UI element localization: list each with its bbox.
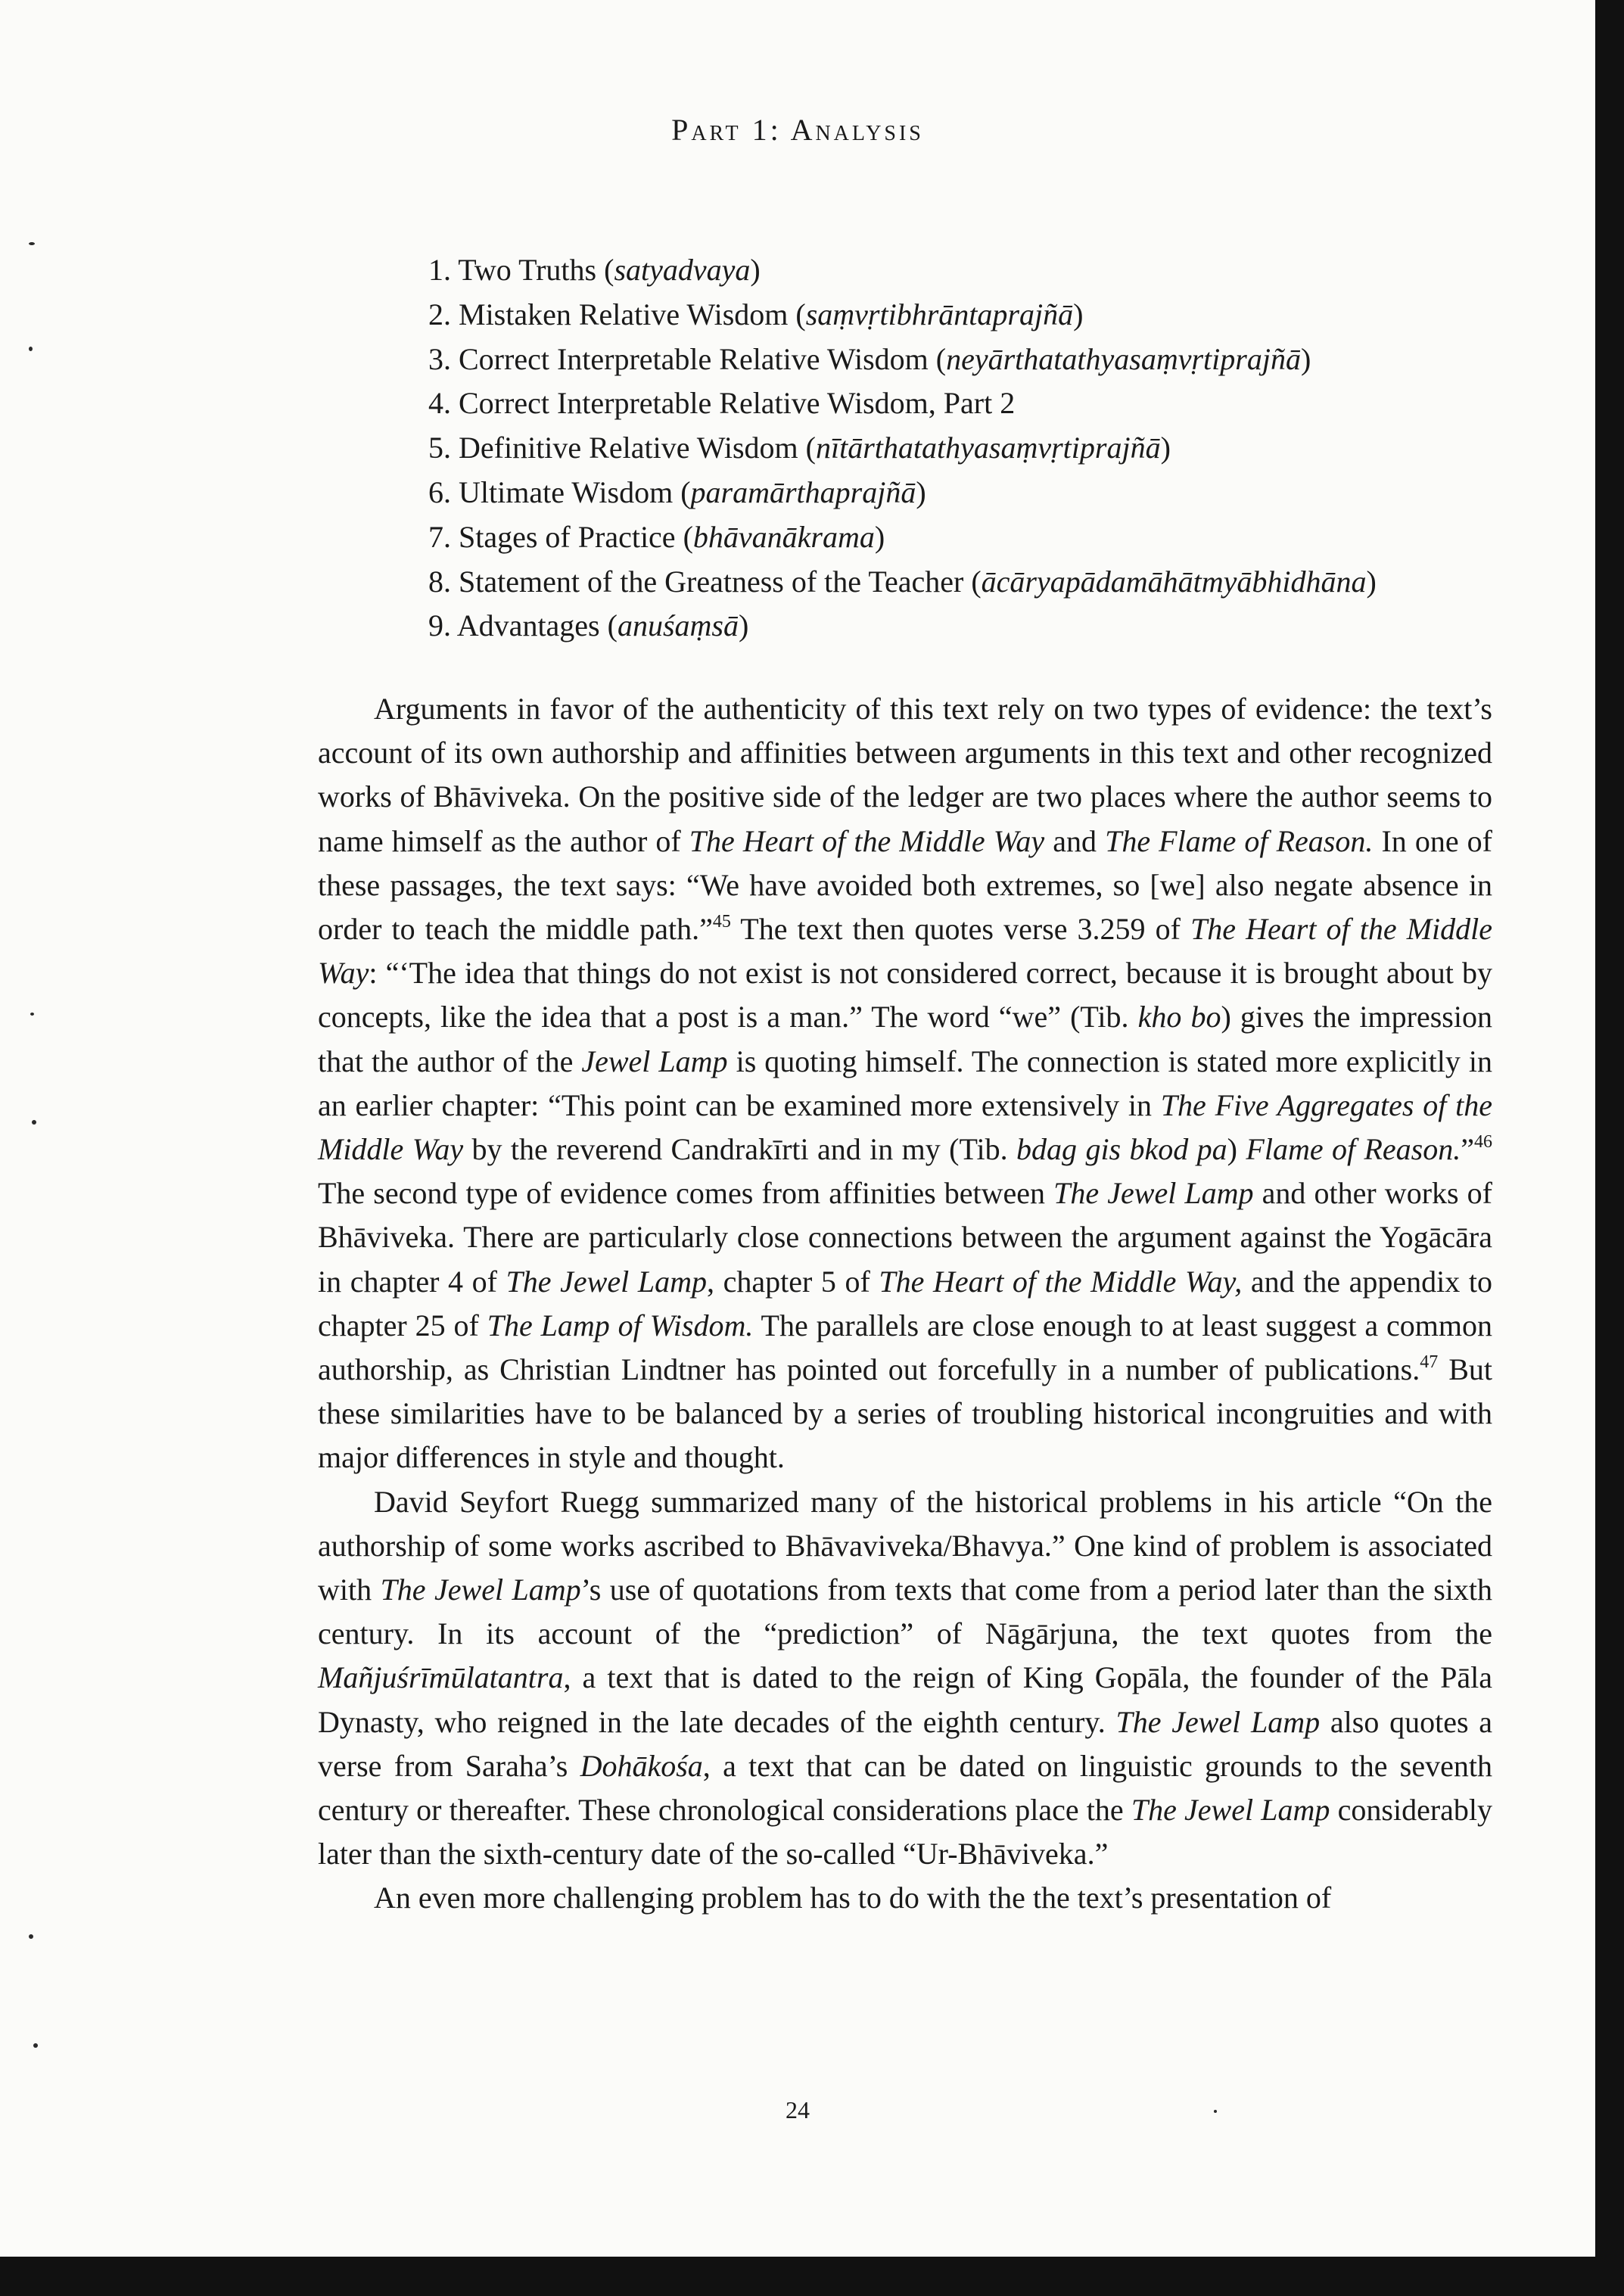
book-title: Jewel Lamp xyxy=(581,1044,728,1078)
text-run: The text then quotes verse 3.259 of xyxy=(730,912,1191,947)
chapter-sanskrit-term: ācāryapādamāhātmyābhidhāna xyxy=(981,564,1367,599)
text-run: also quotes a verse from Saraha’s xyxy=(318,1704,1493,1783)
chapter-title: Mistaken Relative Wisdom xyxy=(459,297,789,331)
chapter-sanskrit-term: neyārthatathyasaṃvṛtiprajñā xyxy=(946,341,1301,376)
chapter-number: 4. xyxy=(428,386,451,421)
chapter-title: Definitive Relative Wisdom xyxy=(459,431,798,465)
text-run: is quoting himself. The connection is stated more explicitly in an earlier chapter: “This point can be examined more extensively in xyxy=(318,1044,1492,1122)
chapter-title: Stages of Practice xyxy=(459,519,676,554)
chapter-title: Ultimate Wisdom xyxy=(459,474,674,509)
paragraph xyxy=(318,1876,1492,1920)
book-title: The Heart of the Middle Way xyxy=(689,823,1045,858)
chapter-sanskrit-term: bhāvanākrama xyxy=(692,519,875,554)
chapter-item: 9. Advantages (anuśaṃsā) xyxy=(428,604,1377,649)
text-run: ’s use of quotations from texts that come from a period later than the sixth century. In its account of the “prediction” of Nāgārjuna, the text quotes from the xyxy=(318,1573,1492,1651)
scan-speck xyxy=(32,1120,36,1125)
text-run: , chapter 5 of xyxy=(706,1264,879,1299)
chapter-number: 2. xyxy=(428,297,451,331)
chapter-title: Two Truths xyxy=(458,253,597,287)
chapter-item: 8. Statement of the Greatness of the Teacher (ācāryapādamāhātmyābhidhāna) xyxy=(428,560,1377,605)
chapter-number: 8. xyxy=(428,564,451,599)
footnote-ref: 47 xyxy=(1420,1352,1439,1373)
chapter-item xyxy=(428,381,1377,426)
running-head xyxy=(0,112,1595,148)
text-run: The second type of evidence comes from affinities between xyxy=(318,1176,1054,1211)
book-title: The Flame of Reason. xyxy=(1105,823,1374,858)
text-run: and xyxy=(1044,823,1106,858)
chapter-item: 1. Two Truths (satyadvaya) xyxy=(428,248,1377,293)
chapter-sanskrit-term: nītārthatathyasaṃvṛtiprajñā xyxy=(816,431,1161,465)
book-title: The Heart of the Middle Way xyxy=(318,912,1493,991)
page-number: 24 xyxy=(786,2096,810,2123)
chapter-item: 3. Correct Interpretable Relative Wisdom (neyārthatathyasaṃvṛtiprajñā) xyxy=(428,338,1377,382)
text-run: Arguments in favor of the authenticity of this text rely on two types of evidence: the text’s account of its own authorship and affinities between arguments in this text and other recognized works of Bhāviveka. On the positive side of the ledger are two places where the author seems to name himself as the author of xyxy=(318,692,1492,858)
footnote-ref: 46 xyxy=(1474,1132,1492,1153)
text-run: and other works of Bhāviveka. There are particularly close connections between the argument against the Yogācāra in chapter 4 of xyxy=(318,1176,1493,1299)
chapter-sanskrit-term: satyadvaya xyxy=(614,253,751,287)
running-head-text: Part 1: Analysis xyxy=(671,113,924,147)
text-run: ) xyxy=(1227,1132,1246,1167)
scan-speck xyxy=(1214,2110,1217,2113)
text-run: , a text that is dated to the reign of King Gopāla, the founder of the Pāla Dynasty, who reigned in the late decades of the eighth century. xyxy=(318,1660,1492,1739)
chapter-title: Statement of the Greatness of the Teacher xyxy=(459,564,964,599)
book-title: The Jewel Lamp xyxy=(1131,1793,1330,1828)
book-title: Flame of Reason. xyxy=(1246,1132,1461,1167)
chapter-sanskrit-term: saṃvṛtibhrāntaprajñā xyxy=(805,297,1074,331)
chapter-item: 5. Definitive Relative Wisdom (nītārthatathyasaṃvṛtiprajñā) xyxy=(428,426,1377,471)
tibetan-term: bdag gis bkod pa xyxy=(1016,1132,1227,1167)
paragraph xyxy=(318,1480,1492,1877)
chapter-number: 1. xyxy=(428,253,451,287)
chapter-list xyxy=(428,248,1377,649)
chapter-item: 6. Ultimate Wisdom (paramārthaprajñā) xyxy=(428,471,1377,515)
book-title: The Five Aggregates of the Middle Way xyxy=(318,1087,1492,1167)
text-run: The parallels are close enough to at least suggest a common authorship, as Christian Lindtner has pointed out forcefully in a number of publications. xyxy=(318,1308,1492,1387)
book-title: The Jewel Lamp xyxy=(380,1573,581,1607)
chapter-number: 6. xyxy=(428,474,451,509)
chapter-number: 9. xyxy=(428,608,451,643)
scan-speck xyxy=(33,2043,38,2048)
text-run: ” xyxy=(1461,1132,1474,1167)
scan-speck xyxy=(30,1013,34,1016)
chapter-title: Correct Interpretable Relative Wisdom, Part 2 xyxy=(459,386,1016,421)
text-run: David Seyfort Ruegg summarized many of the historical problems in his article “On the authorship of some works ascribed to Bhāvaviveka/Bhavya.” One kind of problem is associated with xyxy=(318,1484,1492,1607)
book-title: The Jewel Lamp xyxy=(1115,1704,1321,1739)
paragraph xyxy=(318,687,1492,1480)
chapter-number: 5. xyxy=(428,431,451,465)
scan-speck xyxy=(29,347,33,351)
book-title: Dohākośa xyxy=(580,1748,703,1783)
book-title: The Jewel Lamp xyxy=(506,1264,707,1299)
text-run: : “‘The idea that things do not exist is not considered correct, because it is brought about by concepts, like the idea that a post is a man.” The word “we” (Tib. xyxy=(318,956,1492,1034)
book-title: The Heart of the Middle Way, xyxy=(879,1264,1243,1299)
text-run: In one of these passages, the text says: “We have avoided both extremes, so [we] also negate absence in order to teach the middle path.” xyxy=(318,823,1492,947)
scan-speck xyxy=(29,242,35,245)
book-title: Mañjuśrīmūlatantra xyxy=(318,1660,564,1695)
chapter-sanskrit-term: paramārthaprajñā xyxy=(690,474,916,509)
text-run: and the appendix to chapter 25 of xyxy=(318,1264,1493,1342)
chapter-item: 7. Stages of Practice (bhāvanākrama) xyxy=(428,515,1377,560)
text-run: ) gives the impression that the author of the xyxy=(318,1000,1492,1078)
chapter-sanskrit-term: anuśaṃsā xyxy=(617,608,739,643)
text-run: An even more challenging problem has to do with the the text’s presentation of xyxy=(374,1881,1332,1915)
text-run: by the reverend Candrakīrti and in my (Tib. xyxy=(463,1132,1017,1167)
tibetan-term: kho bo xyxy=(1137,1000,1221,1034)
body-text xyxy=(318,687,1492,1921)
footnote-ref: 45 xyxy=(712,912,731,932)
text-run: But these similarities have to be balanced by a series of troubling historical incongruities and with major differences in style and thought. xyxy=(318,1352,1492,1475)
text-run: , a text that can be dated on linguistic grounds to the seventh century or thereafter. These chronological considerations place the xyxy=(318,1748,1492,1828)
book-title: The Lamp of Wisdom. xyxy=(487,1308,754,1342)
chapter-item: 2. Mistaken Relative Wisdom (saṃvṛtibhrāntaprajñā) xyxy=(428,293,1377,338)
text-run: considerably later than the sixth-century date of the so-called “Ur-Bhāviveka.” xyxy=(318,1793,1493,1871)
chapter-title: Correct Interpretable Relative Wisdom xyxy=(459,341,929,376)
chapter-number: 7. xyxy=(428,519,451,554)
chapter-title: Advantages xyxy=(456,608,600,643)
book-title: The Jewel Lamp xyxy=(1053,1176,1254,1211)
scan-speck xyxy=(29,1934,33,1939)
chapter-number: 3. xyxy=(428,341,451,376)
